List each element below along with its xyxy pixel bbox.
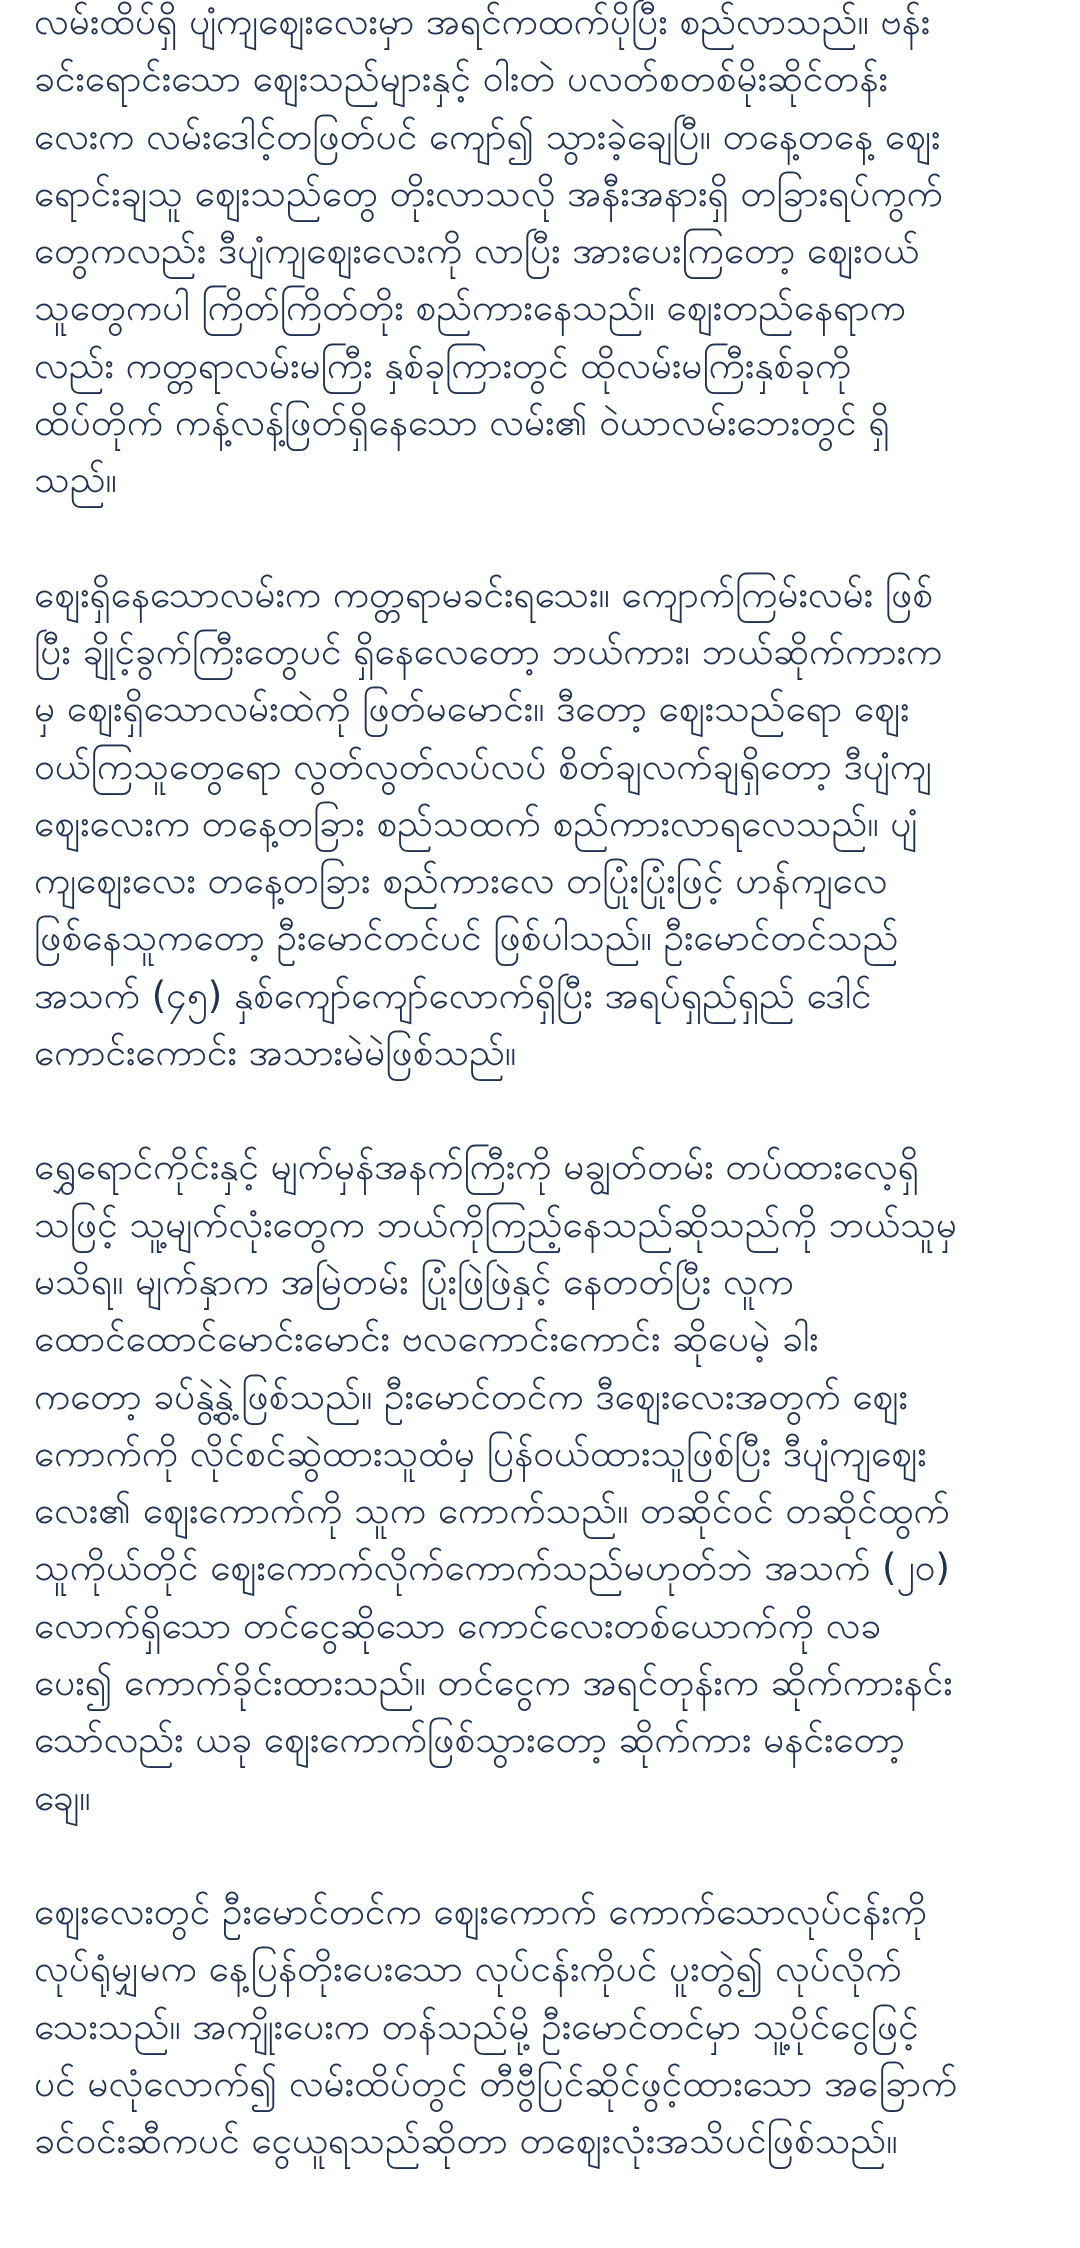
article-paragraph-1: လမ်းထိပ်ရှိ ပျံကျဈေးလေးမှာ အရင်ကထက်ပိုပြီး စည်လာသည်။ ဗန်း ခင်းရောင်းသော ဈေးသည်များနှင့် ဝါးတဲ ပလတ်စတစ်မိုးဆိုင်တန်း လေးက လမ်းဒေါင့်တဖြတ်ပင် ကျော်၍ သွားခဲ့ချေပြီ။ တနေ့တနေ့ ဈေး ရောင်းချသူ ဈေးသည်တွေ တိုးလာသလို အနီးအနားရှိ တခြားရပ်ကွက် တွေကလည်း ဒီပျံကျဈေးလေးကို လာပြီး အားပေးကြတော့ ဈေးဝယ် သူတွေကပါ ကြိတ်ကြိတ်တိုး စည်ကားနေသည်။ ဈေးတည်နေရာက လည်း ကတ္တရာလမ်းမကြီး နှစ်ခုကြားတွင် ထိုလမ်းမကြီးနှစ်ခုကို ထိပ်တိုက် ကန့်လန့်ဖြတ်ရှိနေသော လမ်း၏ ဝဲယာလမ်းဘေးတွင် ရှိ သည်။ bbox=[34, 0, 943, 502]
article-paragraph-2: ဈေးရှိနေသောလမ်းက ကတ္တရာမခင်းရသေး။ ကျောက်ကြမ်းလမ်း ဖြစ် ပြီး ချိုင့်ခွက်ကြီးတွေပင် ရှိနေလေတော့ ဘယ်ကား၊ ဘယ်ဆိုက်ကားက မှ ဈေးရှိသောလမ်းထဲကို ဖြတ်မမောင်း။ ဒီတော့ ဈေးသည်ရော ဈေး ဝယ်ကြသူတွေရော လွတ်လွတ်လပ်လပ် စိတ်ချလက်ချရှိတော့ ဒီပျံကျ ဈေးလေးက တနေ့တခြား စည်သထက် စည်ကားလာရလေသည်။ ပျံ ကျဈေးလေး တနေ့တခြား စည်ကားလေ တပြုံးပြုံးဖြင့် ဟန်ကျလေ ဖြစ်နေသူကတော့ ဦးမောင်တင်ပင် ဖြစ်ပါသည်။ ဦးမောင်တင်သည် အသက် (၄၅) နှစ်ကျော်ကျော်လောက်ရှိပြီး အရပ်ရှည်ရှည် ဒေါင် ကောင်းကောင်း အသားမဲမဲဖြစ်သည်။ bbox=[34, 572, 943, 1075]
article-text bbox=[34, 0, 1048, 2248]
article-paragraph-3: ရွှေရောင်ကိုင်းနှင့် မျက်မှန်အနက်ကြီးကို မချွတ်တမ်း တပ်ထားလေ့ရှိ သဖြင့် သူ့မျက်လုံးတွေက ဘယ်ကိုကြည့်နေသည်ဆိုသည်ကို ဘယ်သူမှ မသိရ။ မျက်နှာက အမြဲတမ်း ပြုံးဖြဲဖြဲနှင့် နေတတ်ပြီး လူက ထောင်ထောင်မောင်းမောင်း ဗလကောင်းကောင်း ဆိုပေမဲ့ ခါး ကတော့ ခပ်နွဲ့နွဲ့ဖြစ်သည်။ ဦးမောင်တင်က ဒီဈေးလေးအတွက် ဈေး ကောက်ကို လိုင်စင်ဆွဲထားသူထံမှ ပြန်ဝယ်ထားသူဖြစ်ပြီး ဒီပျံကျဈေး လေး၏ ဈေးကောက်ကို သူက ကောက်သည်။ တဆိုင်ဝင် တဆိုင်ထွက် သူကိုယ်တိုင် ဈေးကောက်လိုက်ကောက်သည်မဟုတ်ဘဲ အသက် (၂၀) လောက်ရှိသော တင်ငွေဆိုသော ကောင်လေးတစ်ယောက်ကို လခ ပေး၍ ကောက်ခိုင်းထားသည်။ တင်ငွေက အရင်တုန်းက ဆိုက်ကားနင်း သော်လည်း ယခု ဈေးကောက်ဖြစ်သွားတော့ ဆိုက်ကား မနင်းတော့ ချေ။ bbox=[34, 1145, 957, 1819]
article-paragraph-4: ဈေးလေးတွင် ဦးမောင်တင်က ဈေးကောက် ကောက်သောလုပ်ငန်းကို လုပ်ရုံမျှမက နေ့ပြန်တိုးပေးသော လုပ်ငန်းကိုပင် ပူးတွဲ၍ လုပ်လိုက် သေးသည်။ အကျိုးပေးက တန်သည်မို့ ဦးမောင်တင်မှာ သူ့ပိုင်ငွေဖြင့် ပင် မလုံလောက်၍ လမ်းထိပ်တွင် တီဗွီပြင်ဆိုင်ဖွင့်ထားသော အခြောက် ခင်ဝင်းဆီကပင် ငွေယူရသည်ဆိုတာ တဈေးလုံးအသိပင်ဖြစ်သည်။ bbox=[34, 1889, 958, 2163]
